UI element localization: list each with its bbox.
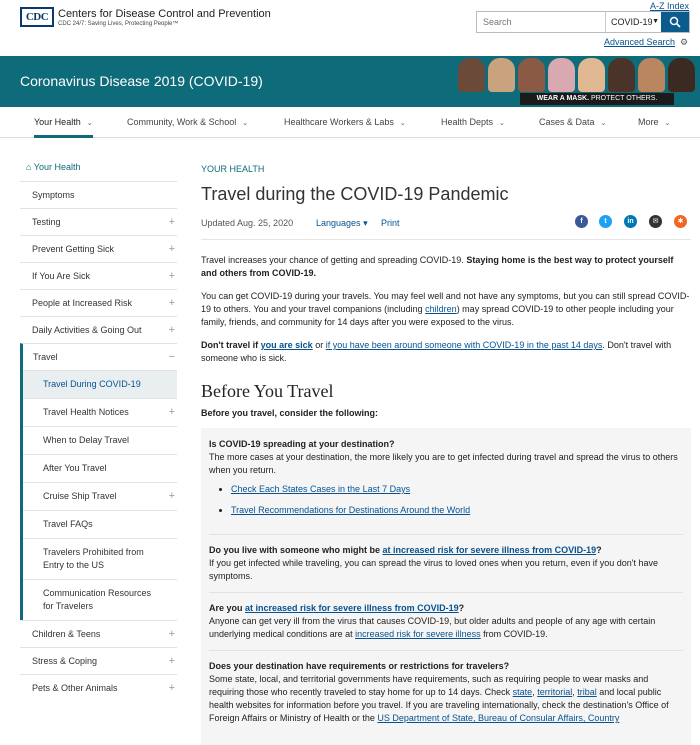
nav-label: Community, Work & School [127, 117, 237, 127]
sidebar-sub-label: Travel FAQs [43, 519, 93, 529]
facebook-icon[interactable]: f [575, 215, 588, 228]
gear-icon[interactable]: ⚙ [680, 37, 689, 47]
sidebar-item-symptoms[interactable] [20, 181, 177, 208]
sidebar [20, 154, 177, 701]
paragraph: Don't travel if you are sick or if you have been around someone with COVID-19 in the past 14 days. Don't travel with someone who is sick. [201, 340, 672, 363]
sidebar-sub-communication[interactable] [23, 579, 177, 620]
plus-icon[interactable]: + [168, 270, 175, 282]
sidebar-item-label: If You Are Sick [32, 271, 91, 281]
org-tagline: CDC 24/7: Saving Lives, Protecting People™ [58, 21, 179, 27]
consideration-item [209, 602, 683, 651]
question: Are you at increased risk for severe illness from COVID-19? [209, 603, 465, 613]
banner-person [458, 58, 485, 92]
plus-icon[interactable]: + [168, 324, 175, 336]
increased-risk-link[interactable]: at increased risk for severe illness from COVID-19 [382, 545, 597, 555]
sidebar-item-increased-risk[interactable] [20, 289, 177, 316]
search-input[interactable] [477, 12, 605, 32]
sidebar-item-travel[interactable] [20, 343, 177, 370]
banner-person [608, 58, 635, 92]
main-nav [0, 107, 700, 138]
chevron-down-icon: ⌄ [664, 120, 671, 127]
children-link[interactable]: children [425, 304, 457, 314]
question: Is COVID-19 spreading at your destination? [209, 439, 395, 449]
question: Does your destination have requirements or restrictions for travelers? [209, 661, 510, 671]
nav-label: More [638, 117, 659, 127]
sidebar-item-label: People at Increased Risk [32, 298, 133, 308]
sidebar-sub-cruise[interactable] [23, 482, 177, 510]
nav-your-health[interactable] [34, 107, 93, 138]
sidebar-sub-health-notices[interactable] [23, 398, 177, 426]
covid-banner [0, 56, 700, 107]
twitter-icon[interactable]: t [599, 215, 612, 228]
sidebar-sub-label: When to Delay Travel [43, 435, 130, 445]
plus-icon[interactable]: + [168, 406, 175, 418]
sidebar-item-if-sick[interactable] [20, 262, 177, 289]
linkedin-icon[interactable]: in [624, 215, 637, 228]
nav-label: Your Health [34, 117, 81, 127]
sidebar-home[interactable] [20, 154, 177, 181]
plus-icon[interactable]: + [168, 243, 175, 255]
search-icon [669, 16, 681, 28]
sidebar-home-label: Your Health [33, 162, 81, 172]
sidebar-sub-label: Travel During COVID-19 [43, 379, 141, 389]
sidebar-sub-delay-travel[interactable] [23, 426, 177, 454]
banner-person [578, 58, 605, 92]
cdc-logo[interactable]: CDC [20, 7, 54, 27]
mask-tag-strong: WEAR A MASK. [536, 95, 590, 102]
search-scope-value: COVID-19 [611, 17, 653, 27]
banner-person [638, 58, 665, 92]
sidebar-item-label: Testing [32, 217, 61, 227]
nav-cases-data[interactable] [539, 107, 606, 138]
section-intro: Before you travel, consider the following: [201, 408, 379, 418]
sidebar-item-pets[interactable] [20, 674, 177, 701]
paragraph: You can get COVID-19 during your travels. You may feel well and not have any symptoms, but you can still spread COVID-19 to others. You and your travel companions (including children) may spread COVID-19 to other people including your family, friends, and community for 14 days after you were exposed to the virus. [201, 291, 690, 327]
sidebar-sub-prohibited[interactable] [23, 538, 177, 579]
sidebar-item-label: Pets & Other Animals [32, 683, 118, 693]
sidebar-item-label: Travel [33, 352, 58, 362]
consideration-item [209, 438, 683, 535]
home-icon: ⌂ [26, 162, 32, 172]
minus-icon[interactable]: − [168, 351, 175, 363]
state-cases-link[interactable]: Check Each States Cases in the Last 7 Days [231, 484, 411, 494]
sidebar-sub-after-travel[interactable] [23, 454, 177, 482]
plus-icon[interactable]: + [168, 297, 175, 309]
page-meta [201, 215, 691, 233]
nav-health-depts[interactable] [441, 107, 505, 138]
languages-label: Languages [316, 218, 361, 228]
sidebar-sub-label: Communication Resources for Travelers [43, 588, 152, 611]
plus-icon[interactable]: + [168, 490, 175, 502]
chevron-down-icon: ⌄ [499, 120, 505, 127]
banner-person [488, 58, 515, 92]
divider [201, 239, 691, 240]
consideration-item [209, 544, 683, 593]
chevron-down-icon: ⌄ [242, 120, 249, 127]
mask-tag-rest: PROTECT OTHERS. [589, 95, 658, 102]
org-name[interactable]: Centers for Disease Control and Prevention [58, 8, 271, 20]
chevron-down-icon: ⌄ [600, 120, 607, 127]
sidebar-item-stress[interactable] [20, 647, 177, 674]
severe-illness-link[interactable]: increased risk for severe illness [355, 629, 481, 639]
sidebar-sub-label: After You Travel [43, 463, 107, 473]
sidebar-item-label: Children & Teens [32, 629, 101, 639]
updated-date: Updated Aug. 25, 2020 [201, 218, 294, 228]
section-heading: Before You Travel [201, 381, 334, 401]
plus-icon[interactable]: + [168, 682, 175, 694]
sidebar-item-daily-activities[interactable] [20, 316, 177, 343]
site-header [0, 0, 700, 56]
travel-submenu [20, 370, 177, 620]
tribal-link[interactable]: tribal [577, 687, 597, 697]
consideration-item [209, 660, 683, 734]
you-are-sick-link[interactable]: you are sick [260, 340, 313, 350]
sidebar-item-label: Prevent Getting Sick [32, 244, 115, 254]
sidebar-sub-label: Travelers Prohibited from Entry to the US [43, 547, 144, 570]
sidebar-item-children[interactable] [20, 620, 177, 647]
plus-icon[interactable]: + [168, 655, 175, 667]
intro-paragraph: Travel increases your chance of getting and spreading COVID-19. Staying home is the best way to protect yourself and others from COVID-19. [201, 255, 674, 278]
print-link[interactable]: Print [381, 218, 400, 228]
list-item [231, 483, 683, 496]
az-index-link[interactable]: A-Z Index [649, 1, 689, 11]
answer: Some state, local, and territorial governments have requirements, such as requiring people to wear masks and requiring those who recently traveled to stay home for up to 14 days. Check state, territorial, tribal and local public health websites for information before you travel. If you are traveling internationally, check the destination's Office of Foreign Affairs or Ministry of Health or the US Department of State, Bureau of Consular Affairs, Country [209, 674, 669, 723]
banner-person [668, 58, 695, 92]
search-box [476, 11, 690, 33]
banner-person [518, 58, 545, 92]
banner-title[interactable]: Coronavirus Disease 2019 (COVID-19) [20, 73, 263, 89]
nav-more[interactable] [638, 107, 670, 138]
sidebar-item-testing[interactable] [20, 208, 177, 235]
mask-campaign-tag [520, 93, 674, 105]
increased-risk-link[interactable]: at increased risk for severe illness from COVID-19 [245, 603, 459, 613]
chevron-down-icon: ⌄ [86, 120, 93, 127]
answer: If you get infected while traveling, you can spread the virus to loved ones when you return, even if you don't have symptoms. [209, 558, 658, 581]
exposure-link[interactable]: if you have been around someone with COVID-19 in the past 14 days [325, 340, 603, 350]
destination-recs-link[interactable]: Travel Recommendations for Destinations Around the World [231, 505, 471, 515]
plus-icon[interactable]: + [168, 216, 175, 228]
answer: Anyone can get very ill from the virus that causes COVID-19, but older adults and people of any age with certain underlying medical conditions are at increased risk for severe illness from COVID-19. [209, 616, 656, 639]
answer: The more cases at your destination, the more likely you are to get infected during travel and spread the virus to others when you return. [209, 452, 678, 475]
plus-icon[interactable]: + [168, 628, 175, 640]
email-icon[interactable]: ✉ [649, 215, 662, 228]
state-link[interactable]: state [512, 687, 533, 697]
nav-label: Cases & Data [539, 117, 595, 127]
nav-healthcare[interactable] [284, 107, 406, 138]
nav-label: Health Depts [441, 117, 494, 127]
nav-label: Healthcare Workers & Labs [284, 117, 394, 127]
question: Do you live with someone who might be at increased risk for severe illness from COVID-19? [209, 545, 602, 555]
languages-dropdown[interactable] [316, 218, 368, 229]
state-dept-link[interactable]: US Department of State, Bureau of Consular Affairs, Country [377, 713, 620, 723]
sidebar-sub-faqs[interactable] [23, 510, 177, 538]
territorial-link[interactable]: territorial [537, 687, 573, 697]
sidebar-sub-label: Travel Health Notices [43, 407, 129, 417]
sidebar-sub-travel-during[interactable] [23, 370, 177, 398]
main-content [201, 164, 691, 745]
sidebar-item-label: Stress & Coping [32, 656, 98, 666]
link-list [231, 483, 683, 517]
chevron-down-icon: ▼ [652, 18, 659, 25]
considerations-box [201, 428, 691, 745]
sidebar-item-label: Daily Activities & Going Out [32, 325, 142, 335]
sidebar-sub-label: Cruise Ship Travel [43, 491, 117, 501]
sidebar-item-label: Symptoms [32, 190, 75, 200]
list-item [231, 504, 683, 517]
chevron-down-icon: ⌄ [399, 120, 406, 127]
page-title: Travel during the COVID-19 Pandemic [201, 184, 509, 204]
sidebar-item-prevent[interactable] [20, 235, 177, 262]
syndicate-icon[interactable]: ✱ [674, 215, 687, 228]
advanced-search-link[interactable]: Advanced Search [604, 37, 676, 47]
banner-person [548, 58, 575, 92]
breadcrumb[interactable]: YOUR HEALTH [201, 164, 265, 174]
caret-down-icon: ▾ [363, 218, 368, 228]
search-scope-select[interactable] [605, 12, 663, 32]
nav-community[interactable] [127, 107, 248, 138]
search-button[interactable] [661, 12, 689, 32]
